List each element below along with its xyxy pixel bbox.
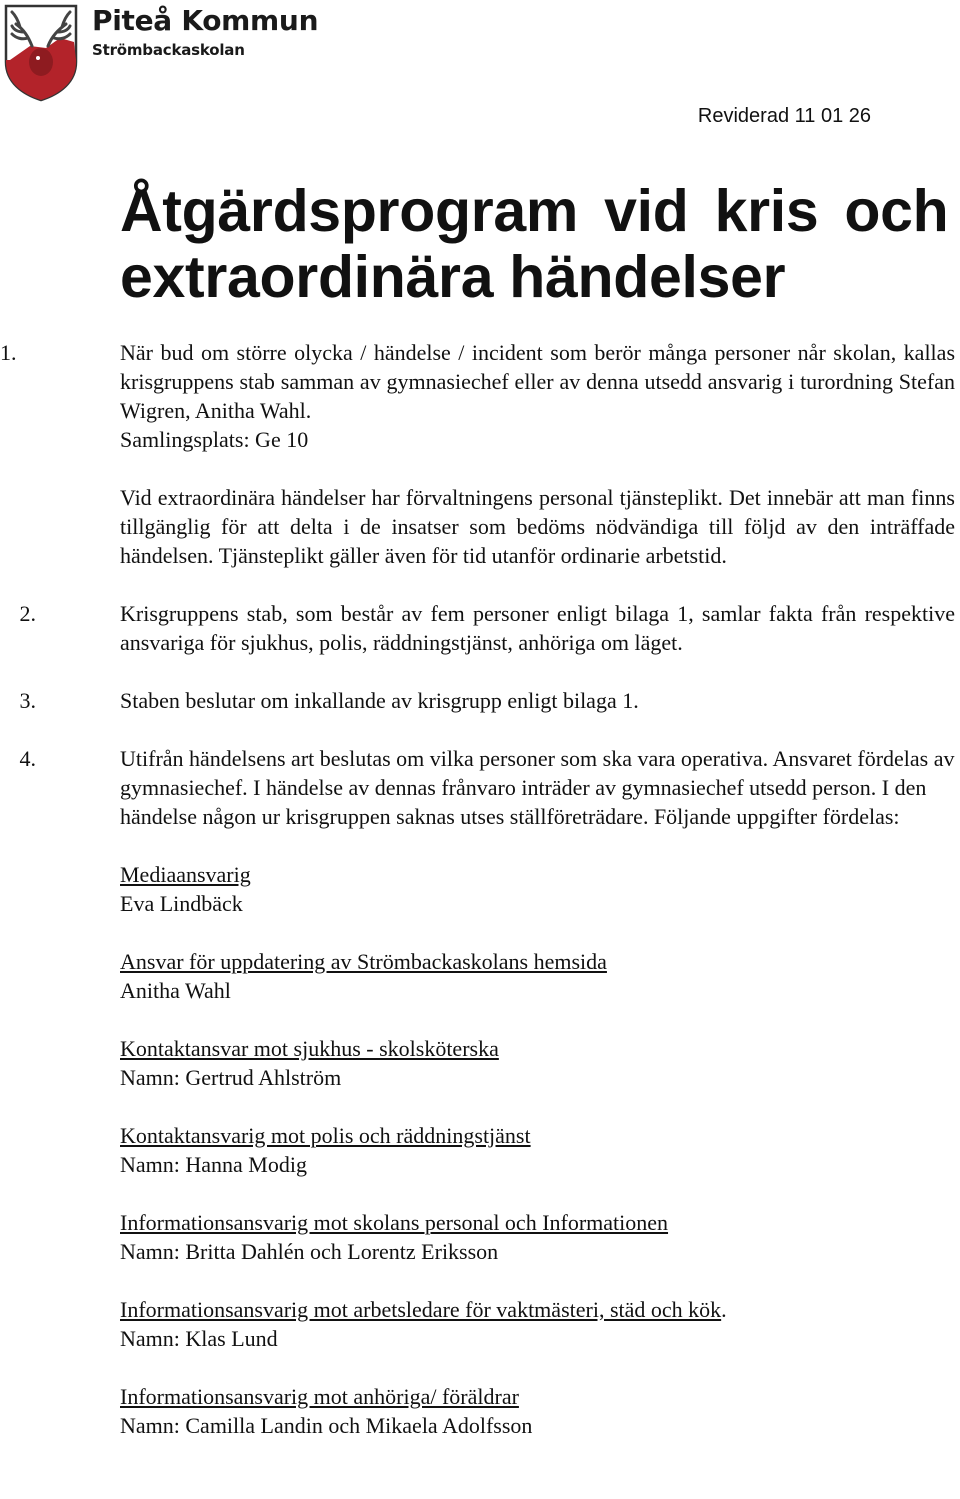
document-title-line-1: Åtgärdsprogram vid kris och bbox=[120, 178, 949, 244]
role-block bbox=[120, 1208, 955, 1266]
organization-block bbox=[92, 4, 318, 60]
organization-name: Piteå Kommun bbox=[92, 4, 319, 37]
role-title: Ansvar för uppdatering av Strömbackaskolans hemsida bbox=[120, 949, 607, 974]
document-title bbox=[120, 178, 960, 310]
revision-date: Reviderad 11 01 26 bbox=[697, 105, 871, 127]
role-person: Namn: Gertrud Ahlström bbox=[120, 1065, 342, 1090]
list-item-number: 3. bbox=[19, 688, 36, 713]
list-item-4 bbox=[0, 744, 960, 1440]
list-item-number: 1. bbox=[0, 340, 17, 365]
role-person: Namn: Camilla Landin och Mikaela Adolfsson bbox=[120, 1413, 533, 1438]
role-title: Informationsansvarig mot arbetsledare för vaktmästeri, städ och kök bbox=[120, 1297, 722, 1322]
role-block bbox=[120, 1382, 955, 1440]
document-body bbox=[0, 338, 960, 1440]
coat-of-arms-reindeer-icon bbox=[2, 2, 80, 102]
gathering-place: Samlingsplats: Ge 10 bbox=[120, 427, 309, 452]
list-item-number: 2. bbox=[19, 601, 36, 626]
list-item-3 bbox=[0, 686, 960, 715]
list-item-1 bbox=[0, 338, 960, 570]
role-person: Anitha Wahl bbox=[120, 978, 231, 1003]
role-person: Namn: Klas Lund bbox=[120, 1326, 278, 1351]
organization-unit: Strömbackaskolan bbox=[92, 41, 245, 59]
role-title: Kontaktansvarig mot polis och räddningstjänst bbox=[120, 1123, 531, 1148]
role-title-suffix: . bbox=[721, 1297, 727, 1322]
role-person: Namn: Britta Dahlén och Lorentz Eriksson bbox=[120, 1239, 499, 1264]
document-title-line-2: extraordinära händelser bbox=[120, 244, 786, 310]
role-person: Eva Lindbäck bbox=[120, 891, 243, 916]
role-block bbox=[120, 1121, 955, 1179]
role-block bbox=[120, 1295, 955, 1353]
list-item-text: Vid extraordinära händelser har förvaltningens personal tjänsteplikt. Det innebär att man finns tillgänglig för att delta i de insatser som bedöms nödvändiga till följd av den inträffade händelsen. Tjänsteplikt gäller även för tid utanför ordinarie arbetstid. bbox=[120, 485, 955, 568]
role-block bbox=[120, 860, 955, 918]
role-block bbox=[120, 1034, 955, 1092]
page-header bbox=[0, 0, 960, 127]
role-title: Informationsansvarig mot anhöriga/ föräldrar bbox=[120, 1384, 519, 1409]
list-item-text: Krisgruppens stab, som består av fem personer enligt bilaga 1, samlar fakta från respektive ansvariga för sjukhus, polis, räddningstjänst, anhöriga om läget. bbox=[120, 601, 955, 655]
list-item-number: 4. bbox=[19, 746, 36, 771]
role-block bbox=[120, 947, 955, 1005]
list-item-text: Staben beslutar om inkallande av krisgrupp enligt bilaga 1. bbox=[120, 688, 639, 713]
role-title: Mediaansvarig bbox=[120, 862, 251, 887]
role-person: Namn: Hanna Modig bbox=[120, 1152, 307, 1177]
role-title: Kontaktansvar mot sjukhus - skolsköterska bbox=[120, 1036, 499, 1061]
role-title: Informationsansvarig mot skolans personal och Informationen bbox=[120, 1210, 669, 1235]
list-item-text: Utifrån händelsens art beslutas om vilka personer som ska vara operativa. Ansvaret fördelas av gymnasiechef. I händelse av dennas frånvaro inträder av gymnasiechef utsedd person. I den händelse någon ur krisgruppen saknas utses ställföreträdare. Följande uppgifter fördelas: bbox=[120, 746, 955, 829]
list-item-2 bbox=[0, 599, 960, 657]
list-item-text: När bud om större olycka / händelse / incident som berör många personer når skolan, kallas krisgruppens stab samman av gymnasiechef eller av denna utsedd ansvarig i turordning Stefan Wigren, Anitha Wahl. bbox=[120, 340, 955, 423]
